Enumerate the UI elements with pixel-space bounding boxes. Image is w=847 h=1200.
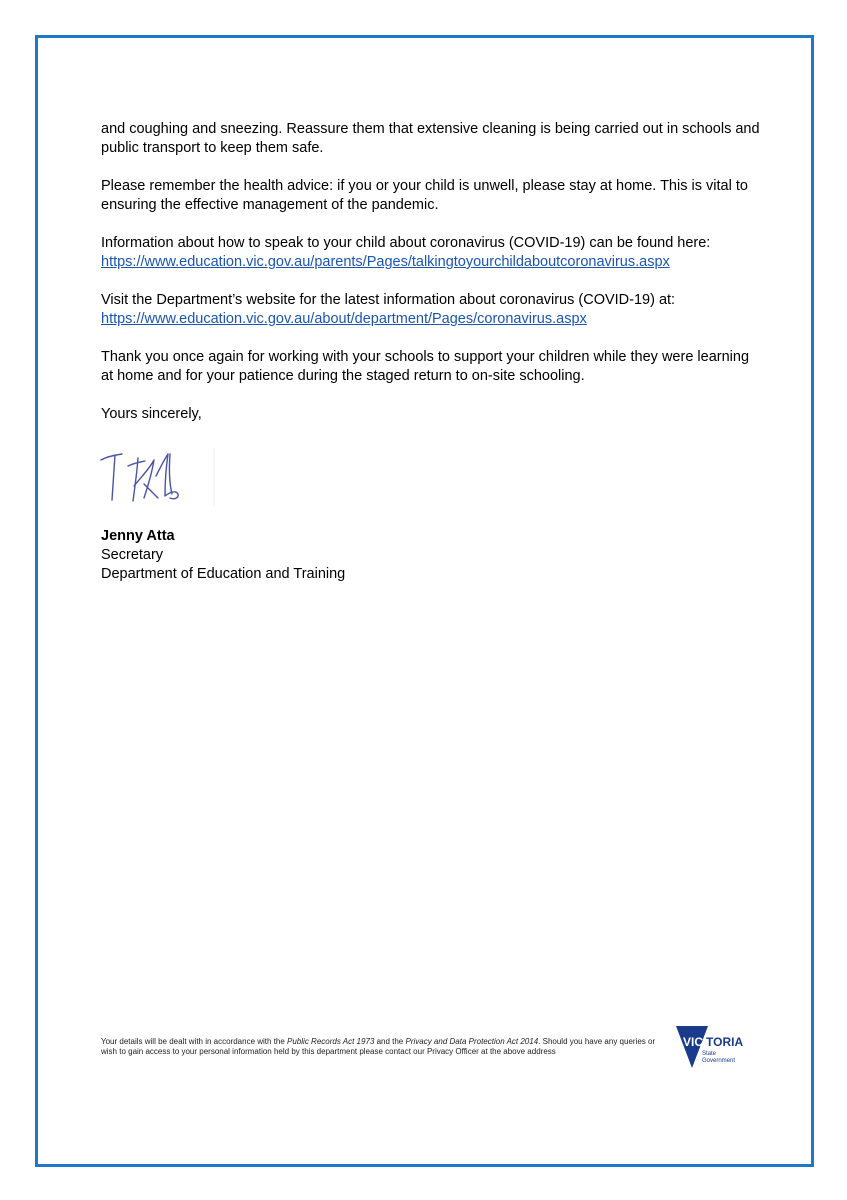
privacy-footer xyxy=(101,1037,661,1057)
footer-act-2: Privacy and Data Protection Act 2014 xyxy=(405,1037,539,1046)
coronavirus-info-link[interactable]: https://www.education.vic.gov.au/about/department/Pages/coronavirus.aspx xyxy=(101,311,587,327)
footer-text-2: and the xyxy=(374,1037,406,1046)
signature-block xyxy=(101,527,345,584)
closing-salutation: Yours sincerely, xyxy=(101,406,202,422)
paragraph-cleaning: and coughing and sneezing. Reassure them that extensive cleaning is being carried out in schools and public transport to keep them safe. xyxy=(101,121,760,156)
talking-info-text: Information about how to speak to your child about coronavirus (COVID-19) can be found here: xyxy=(101,235,711,251)
signatory-title: Secretary xyxy=(101,547,164,563)
handwritten-signature xyxy=(98,446,216,508)
letter-body xyxy=(101,120,761,443)
logo-line-government: Government xyxy=(702,1058,736,1064)
paragraph-department-website xyxy=(101,291,761,329)
signatory-name: Jenny Atta xyxy=(101,528,175,544)
logo-line-state: State xyxy=(702,1051,717,1057)
logo-wordmark-start: VIC xyxy=(683,1035,704,1049)
footer-text-3: . Should you have any queries or wish to gain access to your personal information held by this department please contact our Privacy Officer at the above address xyxy=(101,1037,656,1056)
talking-to-child-link[interactable]: https://www.education.vic.gov.au/parents/Pages/talkingtoyourchildaboutcoronavirus.aspx xyxy=(101,254,670,270)
footer-text-1: Your details will be dealt with in accordance with the xyxy=(101,1037,288,1046)
logo-wordmark-end: TORIA xyxy=(706,1035,744,1049)
footer-act-1: Public Records Act 1973 xyxy=(287,1037,375,1046)
paragraph-health-advice: Please remember the health advice: if you or your child is unwell, please stay at home. This is vital to ensuring the effective management of the pandemic. xyxy=(101,178,748,213)
paragraph-thank-you: Thank you once again for working with your schools to support your children while they were learning at home and for your patience during the staged return to on-site schooling. xyxy=(101,349,750,384)
paragraph-talking-info xyxy=(101,234,761,272)
signatory-department: Department of Education and Training xyxy=(101,566,346,582)
department-website-text: Visit the Department’s website for the latest information about coronavirus (COVID-19) at: xyxy=(101,292,676,308)
victoria-state-government-logo xyxy=(674,1024,754,1070)
